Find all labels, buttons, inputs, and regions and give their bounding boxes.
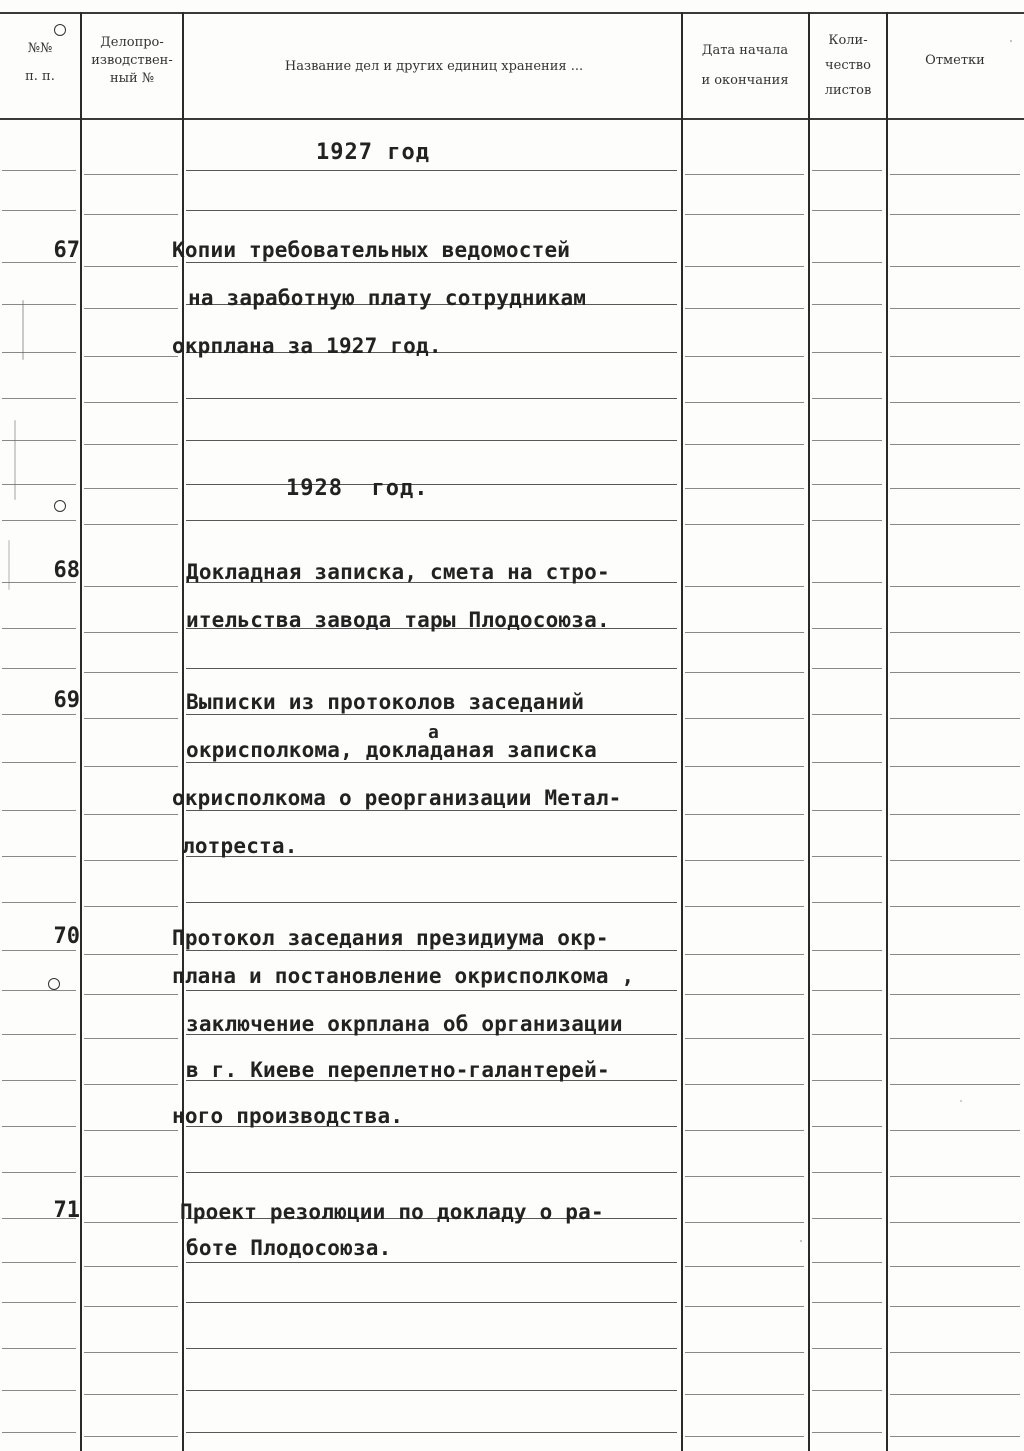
form-rule (2, 1302, 76, 1303)
header-top-rule (0, 12, 1024, 14)
form-rule (186, 170, 677, 171)
entry-69-line-4: лотреста. (182, 834, 298, 858)
form-rule (84, 906, 178, 907)
form-rule (2, 856, 76, 857)
entry-67-line-3: окрплана за 1927 год. (172, 334, 442, 358)
form-rule (186, 440, 677, 441)
form-rule (890, 718, 1020, 719)
form-rule (84, 672, 178, 673)
column-rule-5 (886, 12, 888, 1451)
form-rule (685, 214, 804, 215)
form-rule (685, 718, 804, 719)
column-rule-3 (681, 12, 683, 1451)
form-rule (812, 810, 882, 811)
form-rule (2, 990, 76, 991)
form-rule (186, 1302, 677, 1303)
form-rule (812, 762, 882, 763)
entry-number-67: 67 (53, 238, 80, 263)
form-rule (2, 902, 76, 903)
scan-speck (14, 420, 16, 500)
form-rule (186, 1390, 677, 1391)
form-rule (685, 308, 804, 309)
form-rule (890, 672, 1020, 673)
form-rule (84, 356, 178, 357)
form-rule (84, 1084, 178, 1085)
form-rule (2, 762, 76, 763)
form-rule (685, 1436, 804, 1437)
header-sheets-line-1: Коли- (828, 33, 868, 48)
header-number-line-1: №№ (27, 41, 53, 56)
year-heading-1928: 1928 год. (286, 476, 429, 501)
form-rule (812, 1218, 882, 1219)
form-rule (812, 668, 882, 669)
form-rule (812, 902, 882, 903)
form-rule (890, 266, 1020, 267)
header-bottom-rule (0, 118, 1024, 120)
form-rule (2, 398, 76, 399)
form-rule (2, 1172, 76, 1173)
form-rule (812, 950, 882, 951)
header-office-line-3: ный № (109, 71, 155, 86)
entry-number-70: 70 (53, 924, 80, 949)
form-rule (890, 1394, 1020, 1395)
entry-68-line-2: ительства завода тары Плодосоюза. (186, 608, 610, 632)
form-rule (890, 402, 1020, 403)
form-rule (812, 1126, 882, 1127)
year-heading-1927: 1927 год (316, 140, 430, 165)
form-rule (84, 524, 178, 525)
form-rule (84, 632, 178, 633)
header-number-line-2: п. п. (25, 69, 55, 84)
form-rule (685, 632, 804, 633)
form-rule (812, 440, 882, 441)
header-dates-line-1: Дата начала (701, 43, 789, 58)
form-rule (685, 906, 804, 907)
form-rule (186, 210, 677, 211)
form-rule (685, 1352, 804, 1353)
column-rule-2 (182, 12, 184, 1451)
form-rule (890, 444, 1020, 445)
form-rule (186, 484, 677, 485)
form-rule (2, 1390, 76, 1391)
punch-hole-top (54, 24, 66, 36)
form-rule (186, 950, 677, 951)
form-rule (186, 1262, 677, 1263)
form-rule (186, 1432, 677, 1433)
entry-67-line-2: на заработную плату сотрудникам (188, 286, 587, 310)
form-rule (685, 1130, 804, 1131)
entry-69-line-3: окрисполкома о реорганизации Метал- (172, 786, 622, 810)
form-rule (890, 766, 1020, 767)
entry-70-line-1: Протокол заседания президиума окр- (172, 926, 609, 950)
form-rule (2, 810, 76, 811)
form-rule (685, 524, 804, 525)
form-rule (2, 352, 76, 353)
entry-70-line-4: в г. Киеве переплетно-галантерей- (186, 1058, 610, 1082)
form-rule (685, 356, 804, 357)
form-rule (812, 990, 882, 991)
form-rule (2, 1262, 76, 1263)
form-rule (812, 1302, 882, 1303)
form-rule (890, 308, 1020, 309)
form-rule (890, 174, 1020, 175)
form-rule (812, 1432, 882, 1433)
form-rule (890, 524, 1020, 525)
form-rule (812, 352, 882, 353)
form-rule (890, 994, 1020, 995)
form-rule (84, 308, 178, 309)
form-rule (812, 1390, 882, 1391)
header-sheets-line-2: чество (825, 58, 871, 73)
punch-hole-middle (54, 500, 66, 512)
form-rule (84, 1038, 178, 1039)
header-dates-line-2: и окончания (701, 73, 789, 88)
header-number (2, 40, 78, 86)
header-dates (684, 36, 806, 96)
form-rule (812, 582, 882, 583)
form-rule (812, 1348, 882, 1349)
form-rule (2, 170, 76, 171)
header-office-number (84, 34, 180, 88)
header-sheets-line-3: листов (824, 83, 872, 98)
entry-68-line-1: Докладная записка, смета на стро- (186, 560, 610, 584)
form-rule (685, 444, 804, 445)
form-rule (186, 262, 677, 263)
form-rule (84, 954, 178, 955)
form-rule (2, 950, 76, 951)
header-office-line-2: изводствен- (91, 53, 173, 68)
form-rule (812, 484, 882, 485)
form-rule (186, 1348, 677, 1349)
form-rule (890, 1306, 1020, 1307)
form-rule (84, 586, 178, 587)
form-rule (84, 1306, 178, 1307)
form-rule (890, 1222, 1020, 1223)
form-rule (186, 902, 677, 903)
entry-71-line-2: боте Плодосоюза. (186, 1236, 392, 1260)
form-rule (2, 1080, 76, 1081)
form-rule (812, 714, 882, 715)
form-rule (84, 174, 178, 175)
punch-hole-lower (48, 978, 60, 990)
form-rule (685, 672, 804, 673)
form-rule (812, 1034, 882, 1035)
form-rule (84, 214, 178, 215)
form-rule (685, 1176, 804, 1177)
form-rule (890, 1266, 1020, 1267)
form-rule (812, 210, 882, 211)
form-rule (685, 1038, 804, 1039)
form-rule (685, 994, 804, 995)
form-rule (2, 304, 76, 305)
form-rule (2, 520, 76, 521)
scan-speck (22, 300, 24, 360)
form-rule (890, 1130, 1020, 1131)
form-rule (812, 170, 882, 171)
form-rule (84, 266, 178, 267)
form-rule (812, 262, 882, 263)
entry-number-71: 71 (53, 1198, 80, 1223)
form-rule (890, 954, 1020, 955)
form-rule (186, 520, 677, 521)
form-rule (890, 488, 1020, 489)
form-rule (685, 814, 804, 815)
form-rule (2, 1126, 76, 1127)
form-rule (812, 1080, 882, 1081)
form-rule (186, 990, 677, 991)
form-rule (890, 356, 1020, 357)
form-rule (890, 632, 1020, 633)
form-rule (812, 520, 882, 521)
form-rule (2, 210, 76, 211)
form-rule (812, 1172, 882, 1173)
form-rule (890, 1038, 1020, 1039)
form-rule (2, 1432, 76, 1433)
form-rule (685, 1222, 804, 1223)
form-rule (84, 402, 178, 403)
form-rule (84, 488, 178, 489)
form-rule (186, 714, 677, 715)
form-rule (812, 628, 882, 629)
form-rule (84, 814, 178, 815)
form-rule (890, 586, 1020, 587)
form-rule (890, 1176, 1020, 1177)
header-notes: Отметки (925, 53, 985, 68)
form-rule (890, 906, 1020, 907)
entry-number-68: 68 (53, 558, 80, 583)
form-rule (685, 1266, 804, 1267)
form-rule (2, 668, 76, 669)
entry-70-line-5: ного производства. (172, 1104, 404, 1128)
scan-speck (960, 1100, 962, 1102)
entry-70-line-3: заключение окрплана об организации (186, 1012, 623, 1036)
entry-71-line-1: Проект резолюции по докладу о ра- (180, 1200, 604, 1224)
form-rule (84, 1222, 178, 1223)
form-rule (2, 714, 76, 715)
form-rule (685, 586, 804, 587)
form-rule (186, 810, 677, 811)
form-rule (2, 628, 76, 629)
form-rule (84, 860, 178, 861)
header-office-line-1: Делопро- (100, 35, 164, 50)
form-rule (685, 954, 804, 955)
form-rule (685, 402, 804, 403)
form-rule (685, 766, 804, 767)
form-rule (84, 1176, 178, 1177)
form-rule (84, 1130, 178, 1131)
scan-speck (1010, 40, 1012, 42)
form-rule (812, 304, 882, 305)
form-rule (685, 266, 804, 267)
entry-70-line-2: плана и постановление окрисполкома , (172, 964, 635, 988)
form-rule (84, 994, 178, 995)
form-rule (84, 766, 178, 767)
form-rule (890, 214, 1020, 215)
form-rule (685, 860, 804, 861)
entry-number-69: 69 (53, 688, 80, 713)
entry-67-line-1: Копии требовательных ведомостей (172, 238, 571, 262)
entry-69-line-1: Выписки из протоколов заседаний (186, 690, 585, 714)
scan-speck (8, 540, 10, 590)
header-sheets (810, 28, 886, 103)
entry-69-superscript: а (428, 722, 439, 743)
column-rule-4 (808, 12, 810, 1451)
form-rule (84, 1352, 178, 1353)
form-rule (812, 856, 882, 857)
form-rule (812, 398, 882, 399)
form-rule (685, 174, 804, 175)
form-rule (890, 1084, 1020, 1085)
form-rule (186, 762, 677, 763)
scan-speck (800, 1240, 802, 1242)
form-rule (685, 488, 804, 489)
form-rule (84, 1394, 178, 1395)
form-rule (84, 718, 178, 719)
form-rule (186, 1172, 677, 1173)
entry-69-line-2: окрисполкома, докладаная записка (186, 738, 597, 762)
form-rule (84, 1266, 178, 1267)
form-rule (685, 1306, 804, 1307)
form-rule (84, 444, 178, 445)
form-rule (186, 668, 677, 669)
form-rule (890, 814, 1020, 815)
form-rule (812, 1262, 882, 1263)
form-rule (890, 1436, 1020, 1437)
form-rule (84, 1436, 178, 1437)
form-rule (890, 1352, 1020, 1353)
form-rule (890, 860, 1020, 861)
header-title: Название дел и других единиц хранения ... (284, 59, 584, 74)
form-rule (685, 1394, 804, 1395)
form-rule (186, 398, 677, 399)
form-rule (2, 1034, 76, 1035)
form-rule (2, 1348, 76, 1349)
form-rule (685, 1084, 804, 1085)
column-rule-1 (80, 12, 82, 1451)
